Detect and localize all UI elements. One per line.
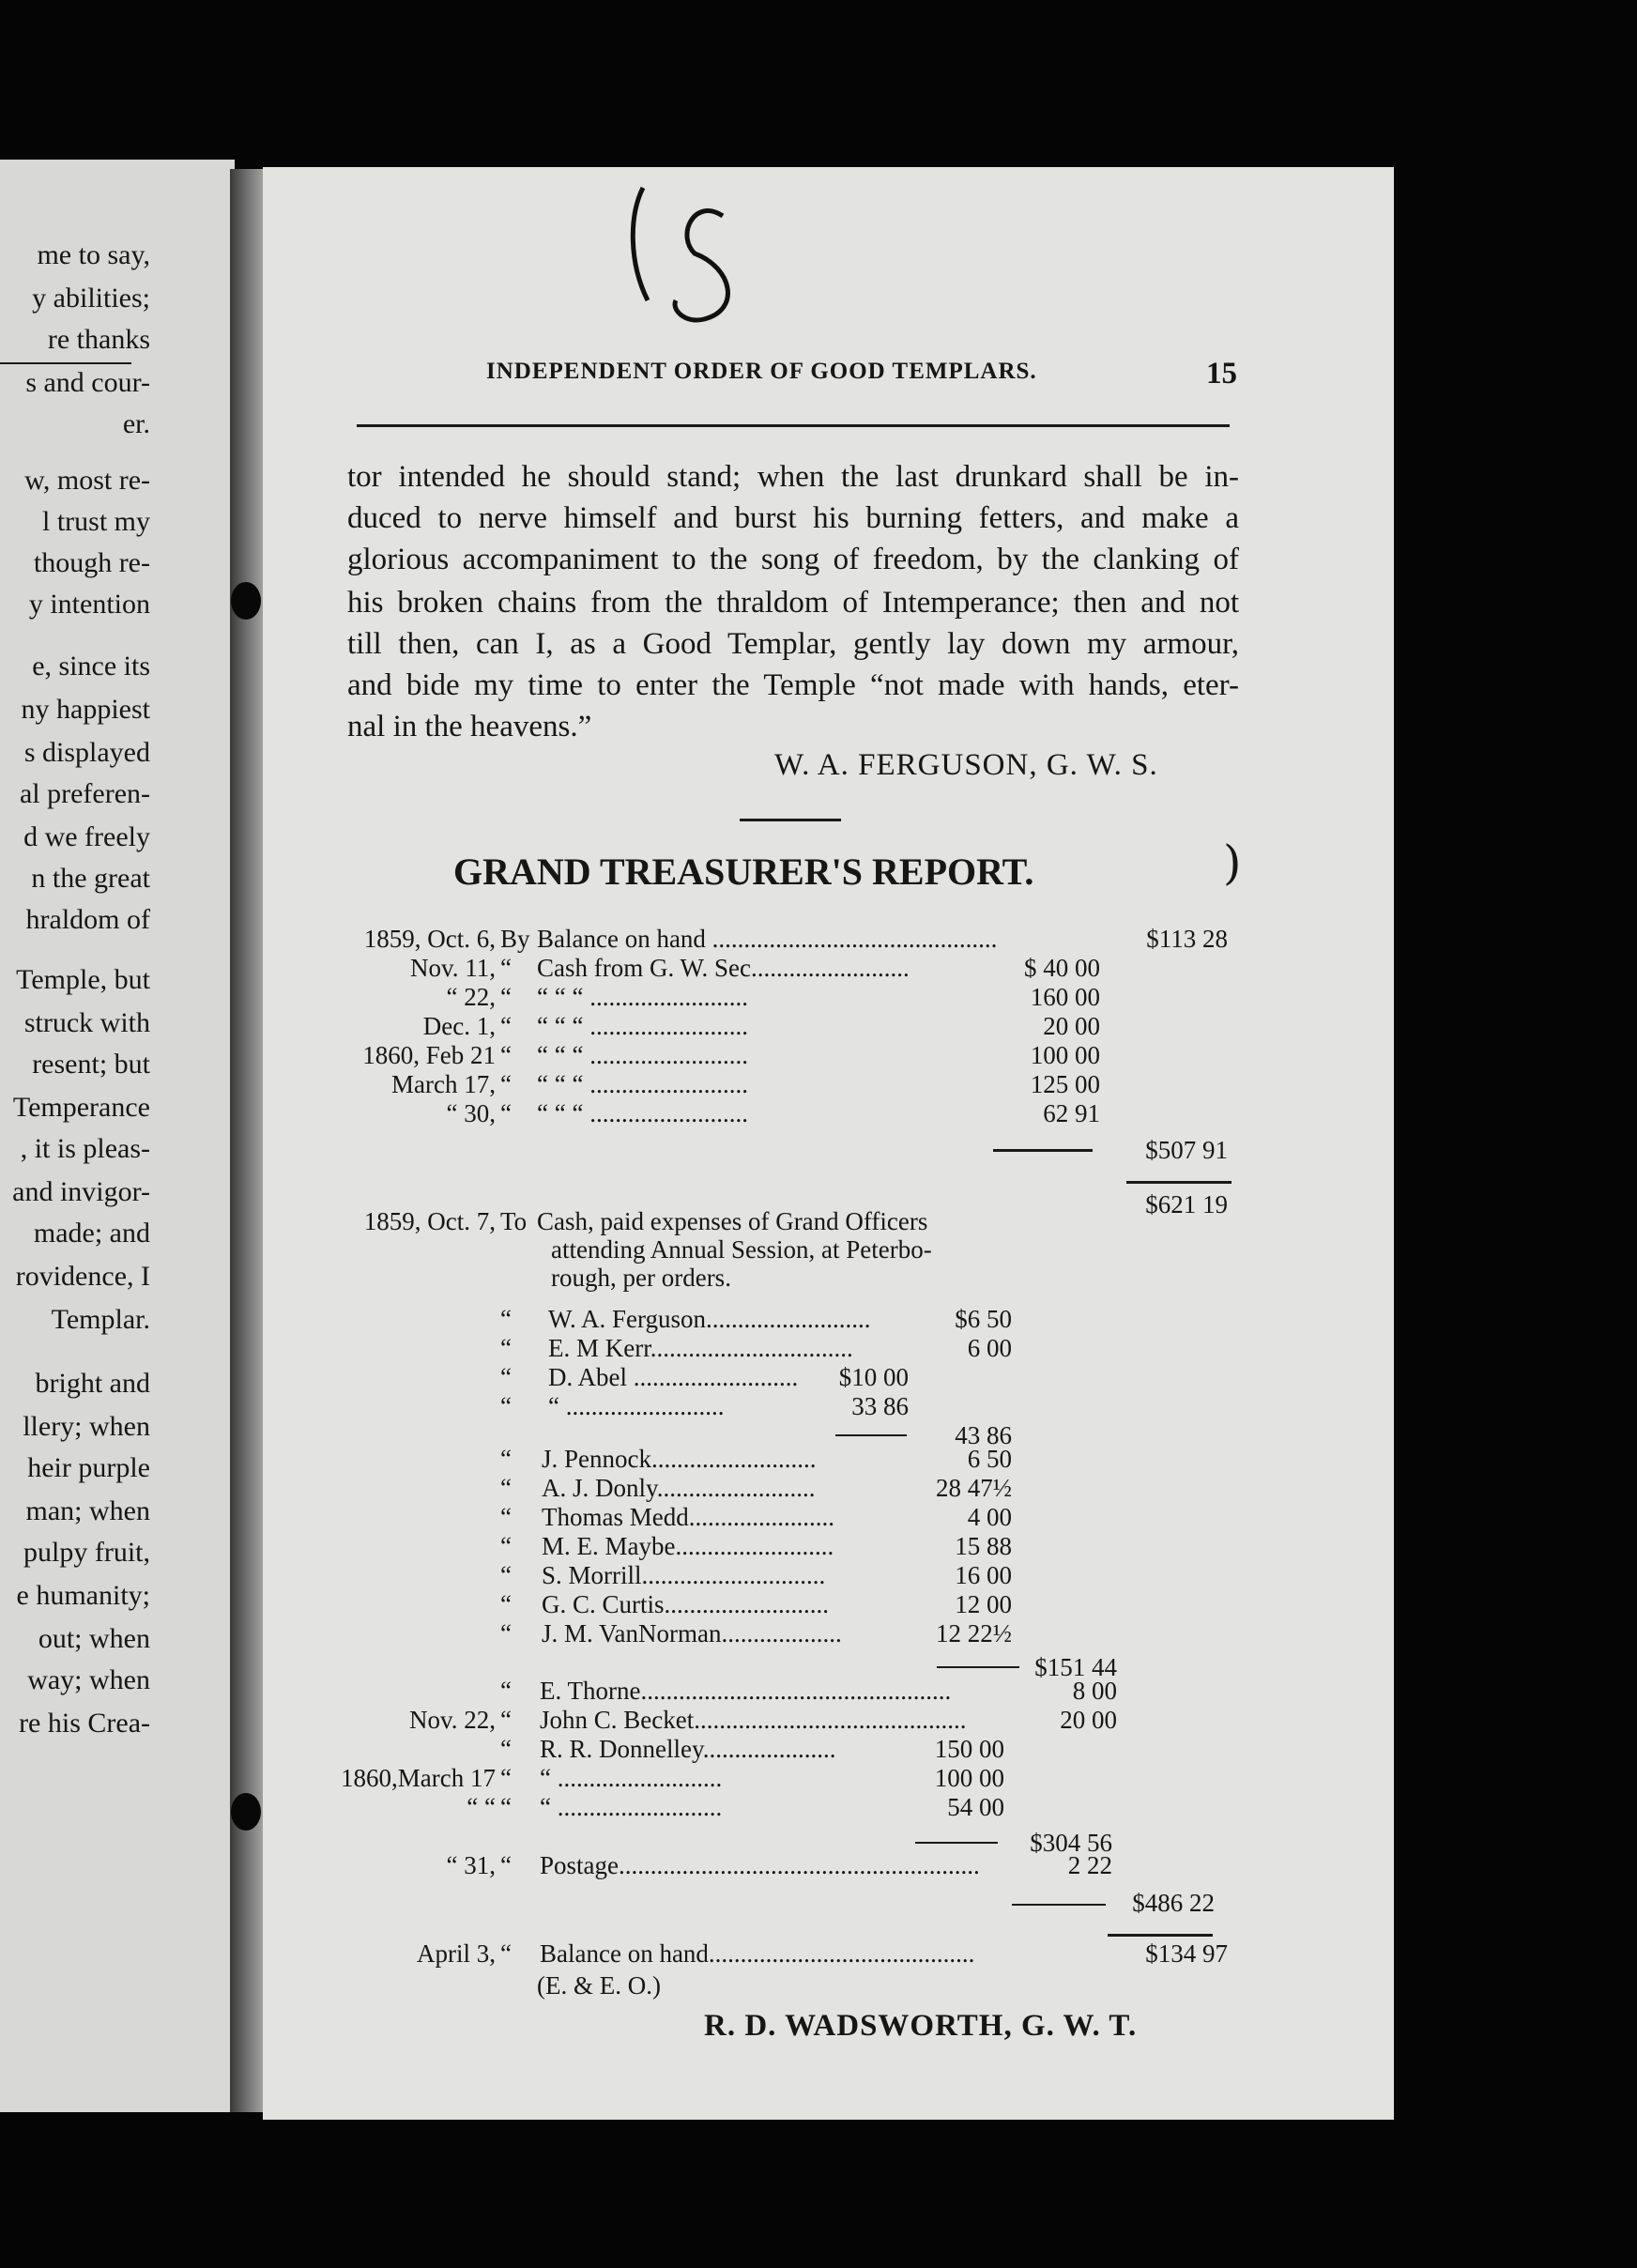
left-page-line: resent; but — [32, 1049, 150, 1080]
left-page-line: pulpy fruit, — [23, 1537, 150, 1568]
entry-description: E. M Kerr................................ — [548, 1334, 853, 1362]
entry-description: A. J. Donly......................... — [542, 1474, 816, 1502]
entry-amount: 6 00 — [967, 1334, 1012, 1362]
binding-hole — [231, 1793, 261, 1831]
entry-date: “ 30, — [446, 1099, 496, 1127]
entry-amount: 100 00 — [1030, 1041, 1100, 1069]
entry-description: Balance on hand ............................................. — [537, 925, 998, 953]
entry-word: By — [500, 925, 530, 953]
entry-description: S. Morrill............................. — [542, 1561, 826, 1589]
left-page-line: w, most re- — [24, 465, 150, 496]
entry-date: 1859, Oct. 6, — [363, 925, 496, 953]
left-page-line: y abilities; — [32, 283, 150, 314]
abel-subtotal-rule — [835, 1434, 907, 1436]
entry-amount: 28 47½ — [936, 1474, 1012, 1502]
left-page-line: rovidence, I — [15, 1261, 150, 1292]
entry-word: “ — [500, 1070, 512, 1098]
entry-amount: 2 22 — [1067, 1851, 1112, 1879]
entry-word: “ — [500, 1619, 512, 1647]
left-page-line: hraldom of — [25, 904, 150, 935]
left-page-line: re thanks — [47, 324, 150, 355]
left-page-line: Temperance — [12, 1092, 150, 1123]
expense-intro-line: attending Annual Session, at Peterbo- — [551, 1235, 932, 1264]
entry-amount: 62 91 — [1043, 1099, 1100, 1127]
entry-word: “ — [500, 1445, 512, 1473]
entry-amount: 16 00 — [955, 1561, 1012, 1589]
entry-word: “ — [500, 1363, 512, 1391]
left-page-line: d we freely — [23, 821, 150, 852]
left-page-line: out; when — [38, 1623, 150, 1654]
page-number: 15 — [1206, 357, 1237, 391]
entry-amount: 20 00 — [1043, 1012, 1100, 1040]
left-page-line: s displayed — [23, 737, 150, 768]
entry-date: Dec. 1, — [422, 1012, 496, 1040]
section-divider — [740, 819, 841, 821]
receipts-subtotal-rule — [993, 1149, 1093, 1152]
entry-word: “ — [500, 983, 512, 1011]
printer-subtotal-rule — [915, 1842, 998, 1844]
entry-word: “ — [500, 1706, 512, 1734]
officers-subtotal-rule — [937, 1666, 1019, 1668]
entry-description: “ “ “ ......................... — [537, 1099, 748, 1127]
running-title: INDEPENDENT ORDER OF GOOD TEMPLARS. — [486, 359, 1037, 384]
entry-word: “ — [500, 1590, 512, 1618]
left-page-line: Temple, but — [16, 964, 150, 995]
entry-description: Balance on hand.......................................... — [540, 1939, 975, 1968]
entry-description: John C. Becket........................................... — [540, 1706, 967, 1734]
entry-word: “ — [500, 1793, 512, 1821]
entry-amount: 150 00 — [934, 1735, 1004, 1763]
entry-date: “ 31, — [446, 1851, 496, 1879]
left-page-line: er. — [122, 408, 150, 439]
entry-subamount: $10 00 — [838, 1363, 909, 1391]
entry-description: D. Abel .......................... — [548, 1363, 799, 1391]
entry-amount: 100 00 — [934, 1764, 1004, 1792]
entry-description: Cash from G. W. Sec......................... — [537, 954, 910, 982]
report-signature: R. D. WADSWORTH, G. W. T. — [704, 2009, 1138, 2043]
postage-rule — [1012, 1904, 1106, 1906]
entry-word: “ — [500, 1099, 512, 1127]
entry-word: “ — [500, 1851, 512, 1879]
entry-description: J. Pennock.......................... — [542, 1445, 817, 1473]
body-line: his broken chains from the thraldom of Intemperance; then and not — [347, 586, 1239, 620]
left-page-line: re his Crea- — [19, 1708, 150, 1739]
entry-total: $134 97 — [1145, 1939, 1228, 1968]
entry-word: “ — [500, 1305, 512, 1333]
entry-description: R. R. Donnelley..................... — [540, 1735, 836, 1763]
left-page-line: heir purple — [27, 1452, 150, 1483]
report-title: GRAND TREASURER'S REPORT. — [453, 850, 1034, 893]
left-page-line: e humanity; — [16, 1580, 150, 1611]
entry-description: “ “ “ ......................... — [537, 1012, 748, 1040]
handwritten-page-number — [620, 178, 751, 329]
body-line: nal in the heavens.” — [347, 710, 592, 743]
entry-description: “ ......................... — [548, 1392, 725, 1420]
entry-description: “ “ “ ......................... — [537, 983, 748, 1011]
entry-word: To — [500, 1207, 528, 1235]
expense-total: $486 22 — [1132, 1889, 1215, 1917]
left-page-line: s and cour- — [25, 367, 150, 398]
entry-date: Nov. 22, — [409, 1706, 496, 1734]
body-line: till then, can I, as a Good Templar, gently lay down my armour, — [347, 627, 1239, 661]
left-page-line: made; and — [33, 1218, 150, 1249]
left-page-line: e, since its — [32, 651, 150, 682]
body-line: and bide my time to enter the Temple “not made with hands, eter- — [347, 668, 1239, 702]
header-rule — [357, 424, 1230, 427]
binding-hole — [231, 582, 261, 620]
left-page-line: ny happiest — [21, 694, 150, 725]
margin-bracket: ) — [1223, 835, 1242, 890]
entry-amount: 8 00 — [1072, 1677, 1117, 1705]
entry-description: “ .......................... — [540, 1764, 723, 1792]
entry-amount: $6 50 — [955, 1305, 1012, 1333]
entry-word: “ — [500, 1334, 512, 1362]
entry-description: G. C. Curtis.......................... — [542, 1590, 830, 1618]
entry-word: “ — [500, 1561, 512, 1589]
entry-description: W. A. Ferguson.......................... — [548, 1305, 871, 1333]
entry-date: “ 22, — [446, 983, 496, 1011]
officers-total: $151 44 — [1034, 1653, 1117, 1681]
body-line: tor intended he should stand; when the last drunkard shall be in- — [347, 460, 1239, 494]
left-page-line: l trust my — [41, 506, 150, 537]
expense-intro-line: Cash, paid expenses of Grand Officers — [537, 1207, 928, 1235]
left-page-line: n the great — [31, 863, 150, 894]
entry-amount: $ 40 00 — [1024, 954, 1100, 982]
left-page-line: and invigor- — [12, 1176, 150, 1207]
entry-word: “ — [500, 1532, 512, 1560]
abel-total: 43 86 — [955, 1421, 1012, 1449]
left-page-line: way; when — [27, 1664, 150, 1695]
left-page-line: , it is pleas- — [20, 1133, 150, 1164]
entry-word: “ — [500, 1677, 512, 1705]
receipts-total-rule — [1126, 1181, 1232, 1184]
entry-date: 1860, Feb 21 — [362, 1041, 496, 1069]
entry-amount: 4 00 — [967, 1503, 1012, 1531]
entry-word: “ — [500, 1939, 512, 1968]
left-page-line: y intention — [28, 589, 150, 620]
body-line: glorious accompaniment to the song of freedom, by the clanking of — [347, 543, 1239, 576]
entry-word: “ — [500, 1474, 512, 1502]
left-page-line: al preferen- — [19, 778, 150, 809]
receipts-subtotal: $507 91 — [1145, 1136, 1228, 1164]
left-page-line: bright and — [35, 1368, 150, 1399]
entry-subamount: 33 86 — [851, 1392, 909, 1420]
receipts-total: $621 19 — [1145, 1190, 1228, 1218]
entry-description: M. E. Maybe......................... — [542, 1532, 834, 1560]
entry-word: “ — [500, 954, 512, 982]
left-page-line: struck with — [23, 1007, 150, 1038]
entry-date: March 17, — [391, 1070, 496, 1098]
left-page-line: though re- — [33, 547, 150, 578]
entry-word: “ — [500, 1012, 512, 1040]
entry-amount: 54 00 — [947, 1793, 1004, 1821]
entry-description: “ “ “ ......................... — [537, 1041, 748, 1069]
left-page-line: me to say, — [37, 239, 150, 270]
entry-description: Thomas Medd....................... — [542, 1503, 834, 1531]
left-page — [0, 160, 235, 2112]
entry-description: “ .......................... — [540, 1793, 723, 1821]
entry-amount: 160 00 — [1030, 983, 1100, 1011]
entry-date: April 3, — [417, 1939, 496, 1968]
entry-description: J. M. VanNorman................... — [542, 1619, 842, 1647]
audit-note: (E. & E. O.) — [537, 1971, 661, 2000]
entry-amount: 125 00 — [1030, 1070, 1100, 1098]
entry-word: “ — [500, 1392, 512, 1420]
entry-date: Nov. 11, — [410, 954, 496, 982]
left-page-line: man; when — [25, 1495, 150, 1526]
entry-word: “ — [500, 1041, 512, 1069]
entry-total: $113 28 — [1146, 925, 1228, 953]
entry-date: 1859, Oct. 7, — [363, 1207, 496, 1235]
entry-word: “ — [500, 1503, 512, 1531]
entry-amount: 12 00 — [955, 1590, 1012, 1618]
entry-amount: 6 50 — [967, 1445, 1012, 1473]
left-page-line: Templar. — [51, 1304, 150, 1335]
entry-description: E. Thorne................................................. — [540, 1677, 952, 1705]
body-signature: W. A. FERGUSON, G. W. S. — [774, 748, 1158, 782]
entry-date: 1860,March 17 — [341, 1764, 496, 1792]
entry-description: Postage......................................................... — [540, 1851, 980, 1879]
expense-intro-line: rough, per orders. — [551, 1264, 731, 1292]
entry-amount: 15 88 — [955, 1532, 1012, 1560]
entry-word: “ — [500, 1764, 512, 1792]
entry-amount: 12 22½ — [936, 1619, 1012, 1647]
expense-total-rule — [1108, 1934, 1213, 1937]
body-line: duced to nerve himself and burst his burning fetters, and make a — [347, 501, 1239, 535]
expense-subtotal: $304 56 — [1030, 1829, 1112, 1857]
entry-word: “ — [500, 1735, 512, 1763]
entry-amount: 20 00 — [1060, 1706, 1117, 1734]
left-page-line: llery; when — [23, 1411, 150, 1442]
entry-description: “ “ “ ......................... — [537, 1070, 748, 1098]
entry-date: “ “ — [467, 1793, 496, 1821]
